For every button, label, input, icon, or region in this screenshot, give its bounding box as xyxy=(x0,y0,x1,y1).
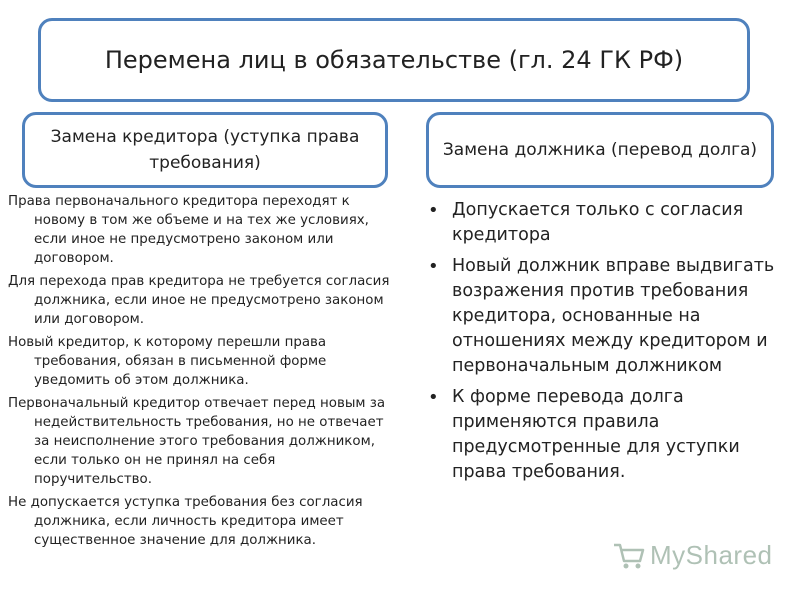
debtor-rules-list xyxy=(424,198,780,491)
creditor-replacement-box xyxy=(22,112,388,188)
creditor-rule: Новый кредитор, к которому перешли права требования, обязан в письменной форме уведомить об этом должника. xyxy=(8,335,327,388)
debtor-replacement-box xyxy=(426,112,774,188)
cart-logo-icon xyxy=(612,541,646,571)
debtor-rule: • Допускается только с согласия кредитора xyxy=(424,198,780,248)
creditor-rule: Не допускается уступка требования без согласия должника, если личность кредитора имеет существенное значение для должника. xyxy=(8,495,363,548)
diagram-title: Перемена лиц в обязательстве (гл. 24 ГК РФ) xyxy=(104,46,684,74)
debtor-rule: • Новый должник вправе выдвигать возражения против требования кредитора, основанные на отношениях между кредитором и первоначальным должником xyxy=(424,254,780,379)
creditor-rule: Права первоначального кредитора переходят к новому в том же объеме и на тех же условиях, если иное не предусмотрено законом или договором. xyxy=(8,194,369,266)
creditor-rule: Первоначальный кредитор отвечает перед новым за недействительность требования, но не отвечает за неисполнение этого требования должником, если только он не принял на себя поручительство. xyxy=(8,396,386,487)
creditor-rules-text xyxy=(8,192,396,554)
debtor-rule: • К форме перевода долга применяются правила предусмотренные для уступки права требования. xyxy=(424,385,780,485)
watermark-text: MyShared xyxy=(650,540,773,570)
debtor-replacement-heading: Замена должника (перевод долга) xyxy=(442,140,758,160)
creditor-replacement-heading: Замена кредитора (уступка права требования) xyxy=(50,127,360,173)
creditor-rule: Для перехода прав кредитора не требуется согласия должника, если иное не предусмотрено законом или договором. xyxy=(8,274,390,327)
title-box xyxy=(38,18,750,102)
watermark xyxy=(612,540,773,571)
